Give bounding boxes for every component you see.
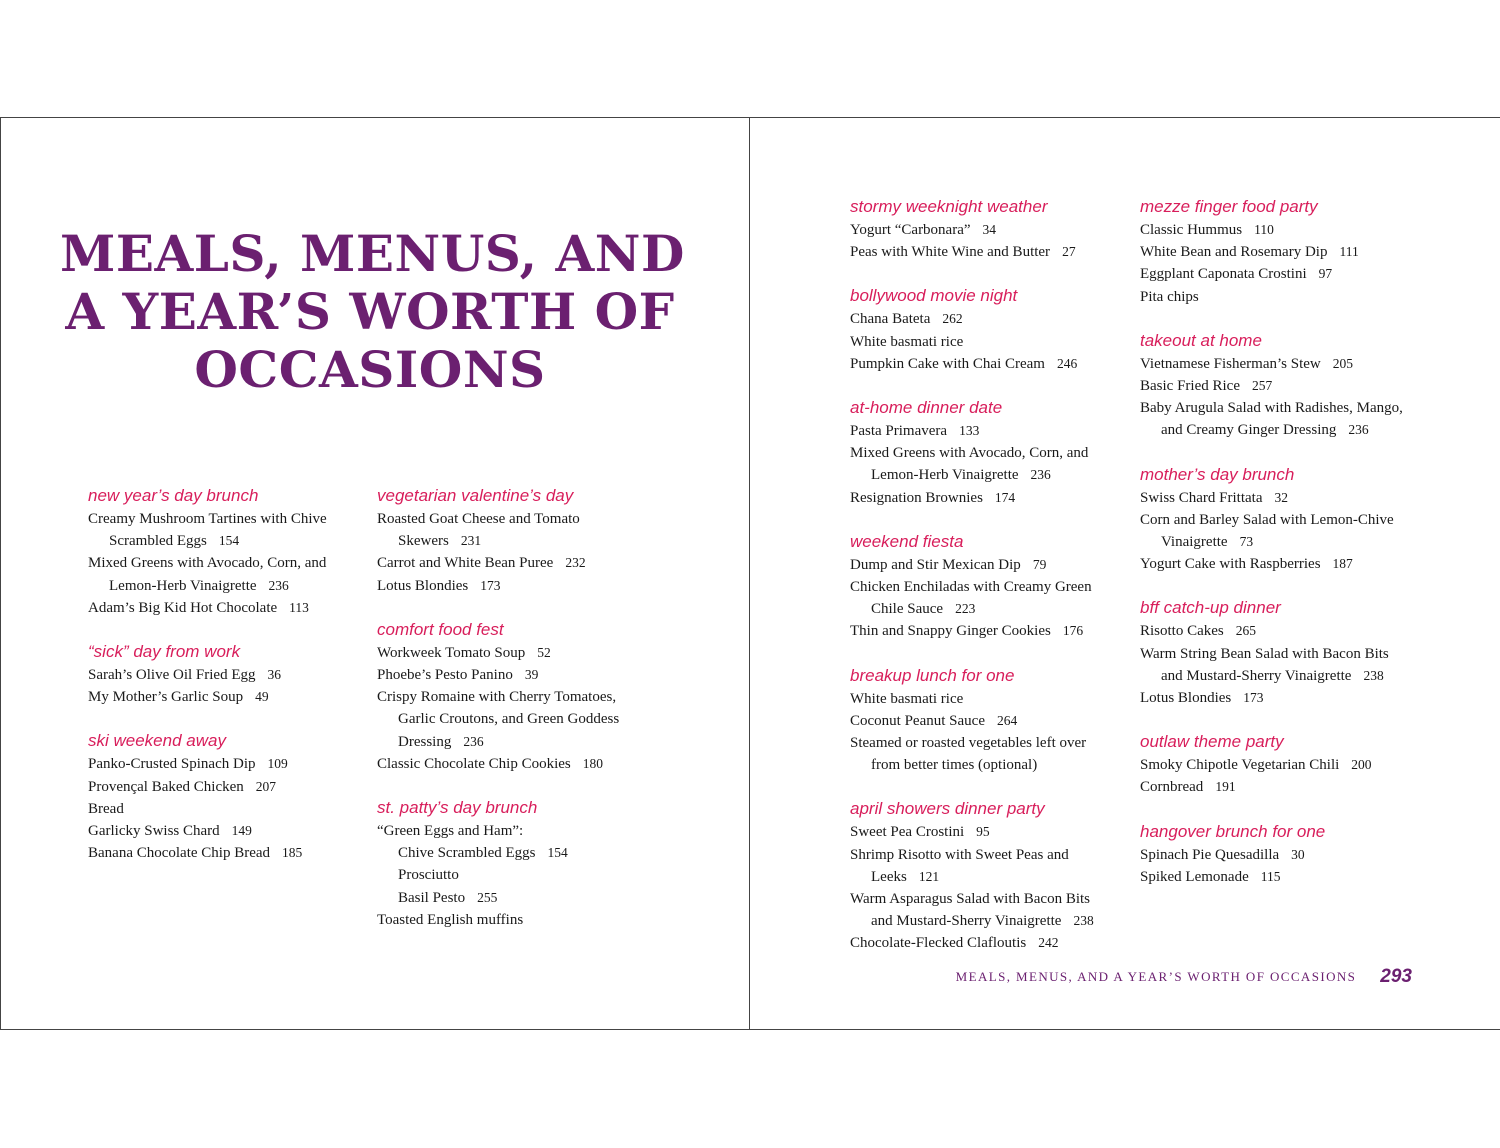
- recipe-name: Smoky Chipotle Vegetarian Chili: [1140, 757, 1340, 774]
- recipe-page-number: 246: [1056, 355, 1078, 371]
- recipe-page-number: 154: [547, 845, 568, 861]
- recipe-name: Basil Pesto: [398, 889, 466, 906]
- recipe-line: [88, 552, 378, 574]
- recipe-name: Pita chips: [1140, 288, 1199, 305]
- recipe-page-number: 113: [289, 599, 309, 615]
- recipe-name: Warm Asparagus Salad with Bacon Bits: [850, 891, 1091, 908]
- menu-title: st. patty’s day brunch: [377, 798, 538, 818]
- menu-section: [850, 797, 1140, 954]
- recipe-page-number: 32: [1274, 489, 1288, 505]
- recipe-page-number: 27: [1062, 244, 1076, 260]
- recipe-name: Skewers: [398, 533, 449, 550]
- recipe-name: Steamed or roasted vegetables left over: [850, 735, 1087, 752]
- menu-title: vegetarian valentine’s day: [377, 486, 574, 505]
- recipe-page-number: 264: [996, 712, 1018, 728]
- recipe-name: Prosciutto: [398, 867, 459, 884]
- recipe-line: [88, 798, 378, 820]
- menu-title: “sick” day from work: [88, 642, 241, 662]
- menu-section: [1140, 195, 1440, 308]
- recipe-page-number: 262: [942, 311, 963, 327]
- recipe-line: [1140, 286, 1440, 308]
- recipe-name: My Mother’s Garlic Soup: [88, 689, 244, 706]
- recipe-line: [850, 732, 1140, 754]
- menu-column-2: [377, 484, 677, 952]
- recipe-page-number: 265: [1235, 623, 1257, 639]
- recipe-page-number: 149: [231, 823, 252, 839]
- recipe-line: [1140, 353, 1440, 375]
- menu-section: [1140, 463, 1440, 576]
- recipe-page-number: 121: [918, 868, 940, 884]
- recipe-line: [850, 932, 1140, 954]
- recipe-name: Panko-Crusted Spinach Dip: [88, 756, 256, 773]
- title-line-3: OCCASIONS: [194, 340, 546, 399]
- recipe-name: Thin and Snappy Ginger Cookies: [850, 623, 1051, 640]
- recipe-page-number: 185: [282, 845, 303, 861]
- recipe-line: [850, 420, 1140, 442]
- recipe-page-number: 154: [218, 533, 240, 549]
- recipe-page-number: 34: [982, 222, 997, 237]
- recipe-page-number: 39: [524, 667, 539, 683]
- recipe-name: Lotus Blondies: [1140, 690, 1232, 707]
- recipe-name: Phoebe’s Pesto Panino: [377, 667, 513, 684]
- recipe-line: [850, 821, 1140, 843]
- recipe-line: [1140, 219, 1440, 241]
- recipe-line: [850, 888, 1140, 910]
- recipe-line: [377, 731, 677, 753]
- page-title: [60, 224, 685, 399]
- recipe-name: Leeks: [871, 868, 907, 885]
- recipe-name: White basmati rice: [850, 333, 964, 350]
- recipe-name: Chicken Enchiladas with Creamy Green: [850, 579, 1092, 596]
- recipe-page-number: 236: [268, 577, 289, 593]
- recipe-line: [377, 686, 677, 708]
- menu-section: [377, 796, 677, 931]
- recipe-page-number: 231: [460, 533, 482, 549]
- recipe-line: [88, 508, 378, 530]
- menu-section: [88, 729, 378, 864]
- recipe-line: [377, 909, 677, 931]
- recipe-line: [1140, 776, 1440, 798]
- recipe-page-number: 95: [976, 824, 990, 840]
- recipe-name: Crispy Romaine with Cherry Tomatoes,: [377, 689, 617, 706]
- recipe-line: [850, 464, 1140, 486]
- recipe-name: Vinaigrette: [1161, 534, 1228, 551]
- recipe-line: [1140, 866, 1440, 888]
- recipe-line: [1140, 665, 1440, 687]
- recipe-line: [88, 842, 378, 864]
- recipe-line: [1140, 754, 1440, 776]
- recipe-line: [88, 686, 378, 708]
- recipe-name: Toasted English muffins: [377, 911, 524, 928]
- recipe-line: [88, 664, 378, 686]
- recipe-line: [377, 753, 677, 775]
- recipe-name: Chana Bateta: [850, 311, 931, 328]
- recipe-name: Resignation Brownies: [850, 489, 983, 506]
- page-number: 293: [1380, 966, 1412, 987]
- menu-title: mother’s day brunch: [1140, 464, 1295, 484]
- recipe-name: Sweet Pea Crostini: [850, 824, 965, 841]
- recipe-line: [850, 620, 1140, 642]
- recipe-line: [1140, 620, 1440, 642]
- menu-title: bollywood movie night: [850, 286, 1018, 306]
- recipe-name: Adam’s Big Kid Hot Chocolate: [88, 599, 278, 616]
- recipe-name: Roasted Goat Cheese and Tomato: [377, 511, 580, 527]
- recipe-name: Mixed Greens with Avocado, Corn, and: [88, 555, 327, 572]
- recipe-line: [850, 866, 1140, 888]
- menu-section: [850, 284, 1140, 375]
- footer-title: MEALS, MENUS, AND A YEAR’S WORTH OF OCCASIONS: [955, 969, 1357, 984]
- recipe-name: Chocolate-Flecked Clafloutis: [850, 935, 1027, 952]
- title-line-2: A YEAR’S WORTH OF: [65, 282, 675, 341]
- recipe-line: [1140, 531, 1440, 553]
- menu-section: [88, 484, 378, 619]
- recipe-name: Lemon-Herb Vinaigrette: [871, 467, 1019, 484]
- recipe-name: Pasta Primavera: [850, 423, 948, 440]
- recipe-page-number: 223: [955, 601, 976, 617]
- recipe-line: [850, 910, 1140, 932]
- recipe-name: Garlic Croutons, and Green Goddess: [398, 711, 620, 728]
- recipe-line: [1140, 375, 1440, 397]
- recipe-page-number: 174: [994, 489, 1016, 505]
- recipe-line: [1140, 241, 1440, 263]
- recipe-line: [1140, 553, 1440, 575]
- recipe-name: Yogurt Cake with Raspberries: [1140, 556, 1321, 573]
- menu-title: mezze finger food party: [1140, 197, 1318, 216]
- recipe-name: Sarah’s Olive Oil Fried Egg: [88, 667, 256, 684]
- menu-column-1: [88, 484, 378, 885]
- menu-column-4: [1140, 195, 1440, 909]
- menu-section: [850, 530, 1140, 643]
- recipe-line: [88, 597, 378, 619]
- recipe-page-number: 49: [255, 689, 269, 705]
- recipe-name: Mixed Greens with Avocado, Corn, and: [850, 445, 1089, 462]
- recipe-page-number: 257: [1251, 378, 1273, 394]
- recipe-name: Classic Chocolate Chip Cookies: [377, 755, 571, 772]
- recipe-page-number: 173: [480, 577, 501, 593]
- recipe-page-number: 133: [959, 423, 980, 439]
- recipe-line: [1140, 687, 1440, 709]
- recipe-page-number: 97: [1318, 266, 1333, 282]
- menu-section: [377, 618, 677, 775]
- recipe-page-number: 205: [1332, 355, 1353, 371]
- recipe-line: [88, 820, 378, 842]
- recipe-line: [377, 530, 677, 552]
- recipe-line: [850, 598, 1140, 620]
- recipe-name: Spinach Pie Quesadilla: [1140, 846, 1280, 863]
- recipe-name: Chile Sauce: [871, 601, 944, 618]
- recipe-name: Garlicky Swiss Chard: [88, 823, 220, 840]
- recipe-line: [850, 554, 1140, 576]
- recipe-line: [1140, 509, 1440, 531]
- recipe-line: [377, 708, 677, 730]
- recipe-line: [377, 820, 677, 842]
- menu-title: ski weekend away: [88, 731, 226, 751]
- recipe-page-number: 200: [1351, 757, 1372, 773]
- recipe-line: [377, 575, 677, 597]
- menu-section: [850, 396, 1140, 509]
- recipe-line: [1140, 487, 1440, 509]
- menu-section: [377, 484, 677, 597]
- menu-title: breakup lunch for one: [850, 665, 1015, 685]
- recipe-line: [850, 219, 1140, 241]
- recipe-name: Banana Chocolate Chip Bread: [88, 845, 271, 862]
- recipe-name: Cornbread: [1140, 779, 1204, 796]
- recipe-line: [88, 530, 378, 552]
- recipe-line: [377, 664, 677, 686]
- recipe-page-number: 36: [267, 667, 281, 683]
- recipe-name: White Bean and Rosemary Dip: [1140, 244, 1328, 261]
- recipe-line: [1140, 263, 1440, 285]
- menu-title: bff catch-up dinner: [1140, 598, 1281, 618]
- recipe-line: [1140, 397, 1440, 419]
- recipe-name: from better times (optional): [871, 757, 1038, 774]
- recipe-name: Pumpkin Cake with Chai Cream: [850, 355, 1045, 372]
- recipe-page-number: 238: [1073, 913, 1094, 929]
- recipe-page-number: 187: [1332, 556, 1353, 572]
- recipe-line: [377, 842, 677, 864]
- recipe-page-number: 79: [1032, 556, 1047, 572]
- recipe-line: [850, 331, 1140, 353]
- recipe-name: Bread: [88, 800, 124, 817]
- title-line-1: MEALS, MENUS, AND: [60, 224, 685, 283]
- recipe-page-number: 236: [1030, 467, 1051, 483]
- recipe-name: Spiked Lemonade: [1140, 868, 1249, 885]
- recipe-name: and Mustard-Sherry Vinaigrette: [1161, 667, 1352, 684]
- recipe-name: Warm String Bean Salad with Bacon Bits: [1140, 645, 1389, 662]
- recipe-page-number: 207: [255, 778, 277, 794]
- menu-section: [850, 195, 1140, 263]
- recipe-name: Creamy Mushroom Tartines with Chive: [88, 511, 327, 527]
- recipe-page-number: 242: [1038, 935, 1059, 951]
- recipe-name: Peas with White Wine and Butter: [850, 244, 1051, 261]
- recipe-line: [850, 487, 1140, 509]
- recipe-name: Classic Hummus: [1140, 222, 1243, 238]
- recipe-line: [377, 642, 677, 664]
- menu-title: comfort food fest: [377, 619, 504, 639]
- recipe-line: [850, 688, 1140, 710]
- recipe-line: [850, 576, 1140, 598]
- menu-column-3: [850, 195, 1140, 976]
- recipe-page-number: 255: [477, 889, 498, 905]
- recipe-name: Coconut Peanut Sauce: [850, 712, 985, 729]
- recipe-line: [88, 753, 378, 775]
- recipe-line: [850, 308, 1140, 330]
- recipe-name: Yogurt “Carbonara”: [850, 222, 971, 238]
- menu-section: [88, 640, 378, 708]
- recipe-line: [850, 754, 1140, 776]
- recipe-line: [88, 776, 378, 798]
- recipe-name: Provençal Baked Chicken: [88, 778, 244, 795]
- recipe-page-number: 232: [565, 555, 586, 571]
- recipe-page-number: 191: [1215, 779, 1236, 795]
- recipe-page-number: 111: [1339, 244, 1359, 260]
- menu-section: [1140, 820, 1440, 888]
- recipe-name: Lemon-Herb Vinaigrette: [109, 577, 257, 594]
- menu-title: takeout at home: [1140, 330, 1262, 350]
- recipe-line: [850, 241, 1140, 263]
- menu-title: april showers dinner party: [850, 799, 1045, 819]
- menu-title: hangover brunch for one: [1140, 821, 1326, 841]
- recipe-page-number: 52: [537, 644, 551, 660]
- recipe-line: [850, 353, 1140, 375]
- recipe-line: [88, 575, 378, 597]
- recipe-name: Carrot and White Bean Puree: [377, 555, 554, 572]
- menu-title: stormy weeknight weather: [850, 197, 1048, 216]
- recipe-page-number: 238: [1363, 667, 1384, 683]
- menu-title: weekend fiesta: [850, 531, 964, 551]
- recipe-name: Dressing: [398, 733, 452, 750]
- recipe-page-number: 180: [582, 755, 603, 771]
- recipe-line: [1140, 643, 1440, 665]
- menu-title: outlaw theme party: [1140, 732, 1284, 752]
- recipe-name: Scrambled Eggs: [109, 533, 207, 550]
- recipe-line: [850, 710, 1140, 732]
- menu-section: [1140, 329, 1440, 442]
- recipe-name: “Green Eggs and Ham”:: [377, 823, 524, 840]
- recipe-name: Lotus Blondies: [377, 577, 469, 594]
- running-footer: [956, 966, 1412, 988]
- recipe-page-number: 236: [1348, 422, 1369, 438]
- recipe-page-number: 73: [1239, 534, 1254, 550]
- recipe-name: White basmati rice: [850, 690, 964, 707]
- recipe-page-number: 236: [463, 733, 484, 749]
- menu-section: [1140, 596, 1440, 709]
- recipe-line: [377, 864, 677, 886]
- recipe-page-number: 110: [1254, 222, 1274, 237]
- recipe-page-number: 30: [1291, 846, 1305, 862]
- recipe-name: Shrimp Risotto with Sweet Peas and: [850, 846, 1069, 863]
- recipe-name: Risotto Cakes: [1140, 623, 1224, 640]
- recipe-name: Corn and Barley Salad with Lemon-Chive: [1140, 511, 1394, 528]
- menu-title: at-home dinner date: [850, 398, 1003, 418]
- menu-section: [850, 664, 1140, 777]
- recipe-line: [850, 442, 1140, 464]
- recipe-name: Chive Scrambled Eggs: [398, 845, 536, 862]
- recipe-name: Baby Arugula Salad with Radishes, Mango,: [1140, 400, 1403, 417]
- recipe-page-number: 176: [1062, 623, 1084, 639]
- recipe-name: Workweek Tomato Soup: [377, 644, 526, 661]
- recipe-line: [377, 887, 677, 909]
- recipe-line: [1140, 844, 1440, 866]
- recipe-line: [377, 552, 677, 574]
- menu-section: [1140, 730, 1440, 798]
- recipe-line: [377, 508, 677, 530]
- recipe-page-number: 173: [1243, 690, 1264, 706]
- recipe-name: Vietnamese Fisherman’s Stew: [1140, 355, 1321, 372]
- recipe-name: Swiss Chard Frittata: [1140, 489, 1263, 506]
- recipe-page-number: 109: [267, 756, 288, 772]
- recipe-name: and Creamy Ginger Dressing: [1161, 422, 1337, 439]
- recipe-name: Eggplant Caponata Crostini: [1140, 266, 1307, 283]
- recipe-name: and Mustard-Sherry Vinaigrette: [871, 913, 1062, 930]
- recipe-page-number: 115: [1260, 868, 1281, 884]
- recipe-name: Basic Fried Rice: [1140, 378, 1240, 395]
- recipe-line: [1140, 419, 1440, 441]
- recipe-line: [850, 844, 1140, 866]
- menu-title: new year’s day brunch: [88, 486, 259, 505]
- recipe-name: Dump and Stir Mexican Dip: [850, 556, 1021, 573]
